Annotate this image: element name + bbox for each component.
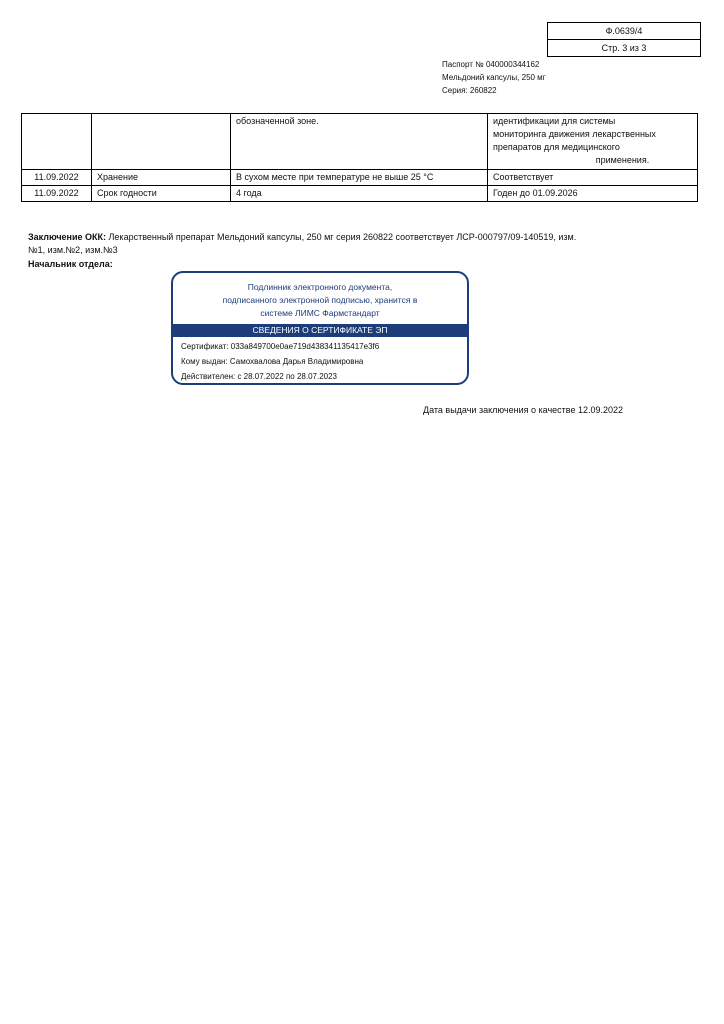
- result-line: идентификации для системы: [493, 116, 616, 126]
- cell-result: Соответствует: [488, 170, 698, 186]
- passport-info: [442, 58, 546, 97]
- stamp-notice-line: подписанного электронной подписью, хранится в: [222, 295, 418, 305]
- result-line: препаратов для медицинского: [493, 142, 620, 152]
- conclusion-text: Лекарственный препарат Мельдоний капсулы, 250 мг серия 260822 соответствует ЛСР-000797/09-140519, изм.№1, изм.№2, изм.№3: [28, 232, 577, 255]
- issue-date: Дата выдачи заключения о качестве 12.09.2022: [423, 405, 623, 415]
- result-line: мониторинга движения лекарственных: [493, 129, 656, 139]
- cell-requirement: В сухом месте при температуре не выше 25 °С: [231, 170, 488, 186]
- stamp-certificate: Сертификат: 033a849700e0ae719d438341135417e3f6: [181, 342, 380, 351]
- department-head-label: Начальник отдела:: [28, 259, 113, 269]
- cell-date: 11.09.2022: [22, 170, 92, 186]
- cell-date: [22, 114, 92, 170]
- stamp-header: СВЕДЕНИЯ О СЕРТИФИКАТЕ ЭП: [173, 324, 467, 337]
- passport-product: Мельдоний капсулы, 250 мг: [442, 73, 546, 82]
- cell-requirement: обозначенной зоне.: [231, 114, 488, 170]
- result-line: применения.: [595, 155, 650, 165]
- stamp-valid: Действителен: с 28.07.2022 по 28.07.2023: [181, 372, 337, 381]
- form-code: Ф.0639/4: [605, 26, 643, 36]
- qc-conclusion: [28, 231, 588, 257]
- cell-date: 11.09.2022: [22, 186, 92, 202]
- cell-param: [92, 114, 231, 170]
- test-results-table: [21, 113, 698, 202]
- table-row: [22, 114, 698, 170]
- stamp-notice-line: Подлинник электронного документа,: [247, 282, 393, 292]
- cell-param: Срок годности: [92, 186, 231, 202]
- page-number: Стр. 3 из 3: [548, 39, 700, 56]
- stamp-notice: [173, 273, 467, 324]
- conclusion-label: Заключение ОКК:: [28, 232, 107, 242]
- table-row: [22, 186, 698, 202]
- passport-number: Паспорт № 040000344162: [442, 60, 540, 69]
- table-row: [22, 170, 698, 186]
- cell-requirement: 4 года: [231, 186, 488, 202]
- passport-series: Серия: 260822: [442, 86, 497, 95]
- e-signature-stamp: [171, 271, 469, 385]
- form-code-box: [547, 22, 701, 57]
- cell-result: Годен до 01.09.2026: [488, 186, 698, 202]
- cell-param: Хранение: [92, 170, 231, 186]
- cell-result: [488, 114, 698, 170]
- stamp-issued-to: Кому выдан: Самохвалова Дарья Владимировна: [181, 357, 364, 366]
- stamp-notice-line: системе ЛИМС Фармстандарт: [260, 308, 380, 318]
